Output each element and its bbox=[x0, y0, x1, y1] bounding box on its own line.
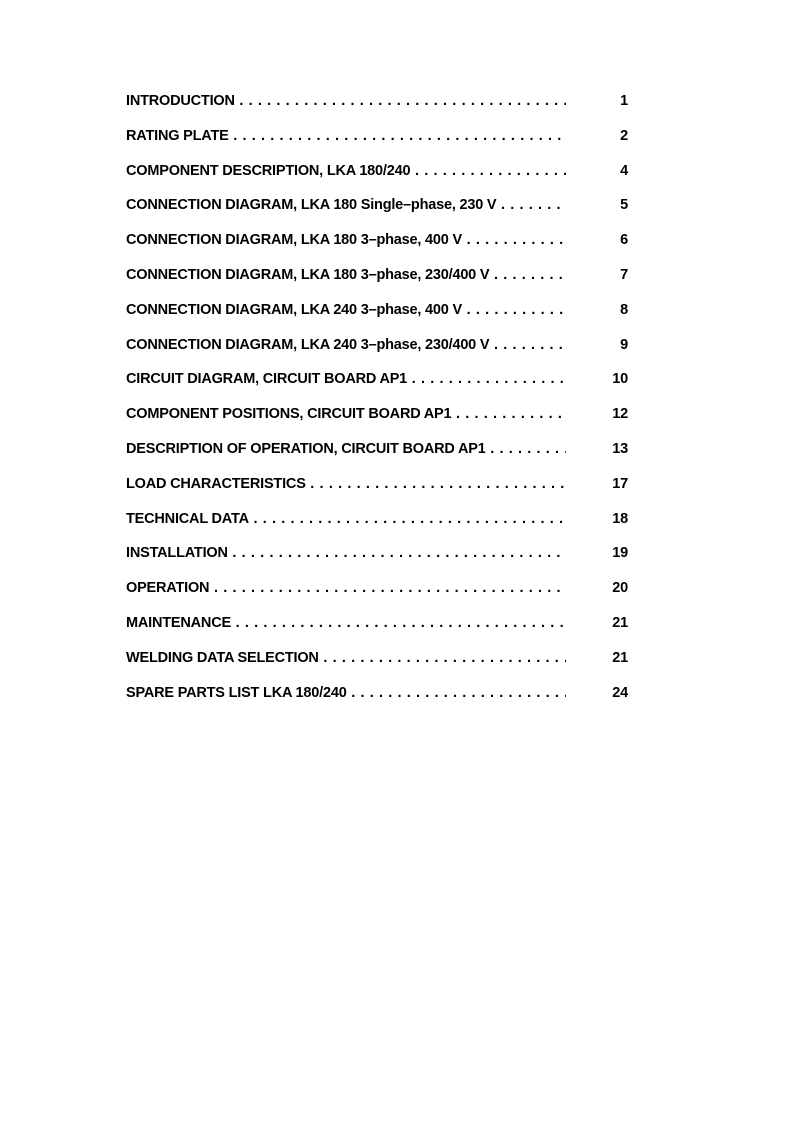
toc-entry-title: INSTALLATION . . . bbox=[126, 543, 566, 563]
toc-entry-spare-parts-list[interactable] bbox=[126, 683, 628, 718]
toc-entry-load-characteristics[interactable] bbox=[126, 474, 628, 509]
toc-entry-maintenance[interactable] bbox=[126, 613, 628, 648]
toc-entry-page: 6 bbox=[578, 230, 628, 250]
table-of-contents bbox=[126, 91, 628, 717]
toc-entry-connection-diagram-240-400[interactable] bbox=[126, 300, 628, 335]
toc-entry-page: 24 bbox=[578, 683, 628, 703]
toc-entry-title: OPERATION . . . bbox=[126, 578, 566, 598]
toc-entry-page: 9 bbox=[578, 335, 628, 355]
toc-entry-description-of-operation[interactable] bbox=[126, 439, 628, 474]
toc-entry-title: TECHNICAL DATA . . . bbox=[126, 509, 566, 529]
toc-entry-title: COMPONENT POSITIONS, CIRCUIT BOARD AP1 . . . bbox=[126, 404, 566, 424]
toc-entry-page: 18 bbox=[578, 509, 628, 529]
toc-entry-page: 7 bbox=[578, 265, 628, 285]
toc-entry-page: 21 bbox=[578, 648, 628, 668]
toc-entry-page: 5 bbox=[578, 195, 628, 215]
toc-entry-page: 4 bbox=[578, 161, 628, 181]
toc-entry-operation[interactable] bbox=[126, 578, 628, 613]
toc-entry-introduction[interactable] bbox=[126, 91, 628, 126]
toc-entry-rating-plate[interactable] bbox=[126, 126, 628, 161]
toc-entry-title: RATING PLATE . . . bbox=[126, 126, 566, 146]
toc-entry-page: 20 bbox=[578, 578, 628, 598]
toc-entry-technical-data[interactable] bbox=[126, 509, 628, 544]
toc-entry-title: CONNECTION DIAGRAM, LKA 180 3–phase, 400 V . . . bbox=[126, 230, 566, 250]
toc-entry-page: 17 bbox=[578, 474, 628, 494]
toc-entry-welding-data-selection[interactable] bbox=[126, 648, 628, 683]
toc-entry-connection-diagram-180-230-400[interactable] bbox=[126, 265, 628, 300]
toc-entry-title: CIRCUIT DIAGRAM, CIRCUIT BOARD AP1 . . . bbox=[126, 369, 566, 389]
toc-entry-page: 1 bbox=[578, 91, 628, 111]
toc-entry-page: 13 bbox=[578, 439, 628, 459]
toc-entry-title: INTRODUCTION . . . bbox=[126, 91, 566, 111]
toc-entry-title: MAINTENANCE . . . bbox=[126, 613, 566, 633]
toc-entry-title: LOAD CHARACTERISTICS . . . bbox=[126, 474, 566, 494]
toc-entry-title: CONNECTION DIAGRAM, LKA 240 3–phase, 400 V . . . bbox=[126, 300, 566, 320]
toc-entry-page: 2 bbox=[578, 126, 628, 146]
toc-entry-page: 19 bbox=[578, 543, 628, 563]
toc-entry-circuit-diagram[interactable] bbox=[126, 369, 628, 404]
toc-entry-title: COMPONENT DESCRIPTION, LKA 180/240 . . . bbox=[126, 161, 566, 181]
toc-entry-page: 8 bbox=[578, 300, 628, 320]
toc-entry-page: 21 bbox=[578, 613, 628, 633]
toc-entry-title: CONNECTION DIAGRAM, LKA 180 Single–phase, 230 V . . . bbox=[126, 195, 566, 215]
toc-entry-page: 10 bbox=[578, 369, 628, 389]
toc-entry-component-positions[interactable] bbox=[126, 404, 628, 439]
toc-entry-connection-diagram-180-400[interactable] bbox=[126, 230, 628, 265]
toc-entry-component-description[interactable] bbox=[126, 161, 628, 196]
toc-entry-title: DESCRIPTION OF OPERATION, CIRCUIT BOARD AP1 . . . bbox=[126, 439, 566, 459]
toc-entry-page: 12 bbox=[578, 404, 628, 424]
toc-entry-title: CONNECTION DIAGRAM, LKA 180 3–phase, 230/400 V . . . bbox=[126, 265, 566, 285]
toc-entry-connection-diagram-180-single[interactable] bbox=[126, 195, 628, 230]
toc-entry-connection-diagram-240-230-400[interactable] bbox=[126, 335, 628, 370]
toc-entry-title: WELDING DATA SELECTION . . . bbox=[126, 648, 566, 668]
toc-entry-title: SPARE PARTS LIST LKA 180/240 . . . bbox=[126, 683, 566, 703]
toc-entry-installation[interactable] bbox=[126, 543, 628, 578]
toc-entry-title: CONNECTION DIAGRAM, LKA 240 3–phase, 230/400 V . . . bbox=[126, 335, 566, 355]
